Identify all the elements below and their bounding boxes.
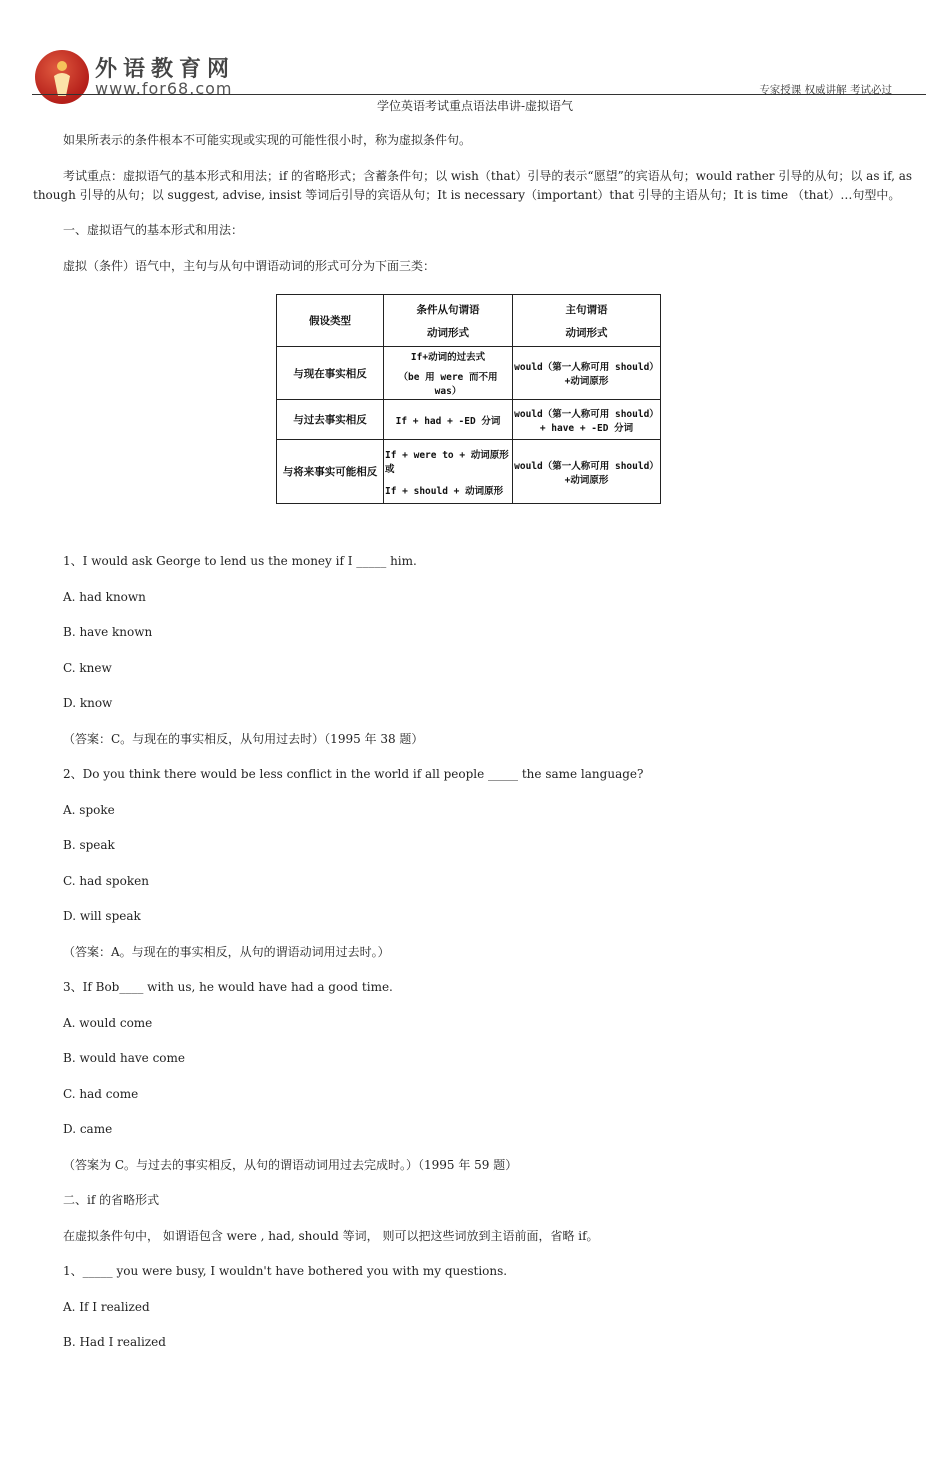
cell-line: （be 用 were 而不用 was） [398,372,498,397]
answer-explanation: （答案：C。与现在的事实相反，从句用过去时）（1995 年 38 题） [63,732,424,746]
table-header-row [277,295,661,347]
answer-option: C. knew [63,661,112,675]
logo-emblem [35,50,89,104]
question-stem: 1、I would ask George to lend us the money if I _____ him. [63,554,417,568]
answer-option: D. will speak [63,909,141,923]
answer-option: A. If I realized [63,1300,150,1314]
cell-line: + have + -ED 分词 [539,422,634,434]
table-header-cell [384,295,513,347]
section-description: 虚拟（条件）语气中，主句与从句中谓语动词的形式可分为下面三类： [63,259,436,273]
table-cell: 与将来事实可能相反 [277,440,384,504]
answer-option: B. Had I realized [63,1335,166,1349]
answer-option: C. had come [63,1087,139,1101]
cell-line: +动词原形 [564,376,609,387]
header-divider [32,94,926,95]
answer-explanation: （答案：A。与现在的事实相反，从句的谓语动词用过去时。） [63,945,390,959]
answer-option: A. would come [63,1016,153,1030]
logo-url: www.for68.com [95,79,233,98]
intro-paragraph: 如果所表示的条件根本不可能实现或实现的可能性很小时，称为虚拟条件句。 [63,133,472,147]
cell-line: +动词原形 [564,474,609,486]
table-header-cell [513,295,661,347]
table-cell: 与过去事实相反 [277,400,384,440]
cell-line: If+动词的过去式 [410,352,486,363]
header-line: 主句谓语 [565,303,608,316]
table-cell [513,440,661,504]
table-cell [513,400,661,440]
section-heading: 二、if 的省略形式 [63,1193,160,1207]
table-row [277,440,661,504]
section-description: 在虚拟条件句中， 如谓语包含 were , had, should 等词， 则可以把这些词放到主语前面，省略 if。 [63,1229,599,1243]
cell-line: would（第一人称可用 should） [514,362,659,373]
cell-line: If + should + 动词原形 [385,485,504,497]
header-line: 条件从句谓语 [416,303,480,316]
table-header-cell: 假设类型 [277,295,384,347]
table-cell: If + had + -ED 分词 [384,400,513,440]
cell-line: would（第一人称可用 should） [514,408,659,420]
answer-explanation: （答案为 C。与过去的事实相反，从句的谓语动词用过去完成时。）（1995 年 59 题） [63,1158,518,1172]
answer-option: D. know [63,696,113,710]
answer-option: C. had spoken [63,874,149,888]
cell-line: would（第一人称可用 should） [514,460,659,472]
question-stem: 3、If Bob____ with us, he would have had a good time. [63,980,393,994]
logo-text: 外语教育网 [95,57,236,82]
table-cell [513,347,661,400]
answer-option: A. spoke [63,803,115,817]
table-cell: 与现在事实相反 [277,347,384,400]
subjunctive-forms-table [276,294,661,504]
document-title: 学位英语考试重点语法串讲-虚拟语气 [376,99,574,113]
header-line: 动词形式 [427,326,469,339]
table-row [277,347,661,400]
person-icon [50,58,74,98]
key-points-paragraph: 考试重点：虚拟语气的基本形式和用法；if 的省略形式；含蓄条件句；以 wish（that）引导的表示“愿望”的宾语从句；would rather 引导的从句；以 as if, as though 引导的从句；以 suggest, advise, insist 等词后引导的宾语从句；It is necessary（important）that 引导的主语从句；It is time （that）…句型中。 [33,169,913,202]
table-cell [384,347,513,400]
cell-line: If + were to + 动词原形 [385,449,509,461]
question-stem: 2、Do you think there would be less conflict in the world if all people _____ the same language? [63,767,644,781]
header-slogan: 专家授课 权威讲解 考试必过 [759,84,892,96]
answer-option: D. came [63,1122,113,1136]
answer-option: A. had known [63,590,146,604]
answer-option: B. speak [63,838,115,852]
cell-line: 或 [385,463,395,475]
section-heading: 一、虚拟语气的基本形式和用法： [63,223,244,237]
answer-option: B. have known [63,625,153,639]
answer-option: B. would have come [63,1051,186,1065]
table-cell [384,440,513,504]
table-row [277,400,661,440]
header-line: 动词形式 [565,326,608,339]
question-stem: 1、_____ you were busy, I wouldn't have bothered you with my questions. [63,1264,508,1278]
